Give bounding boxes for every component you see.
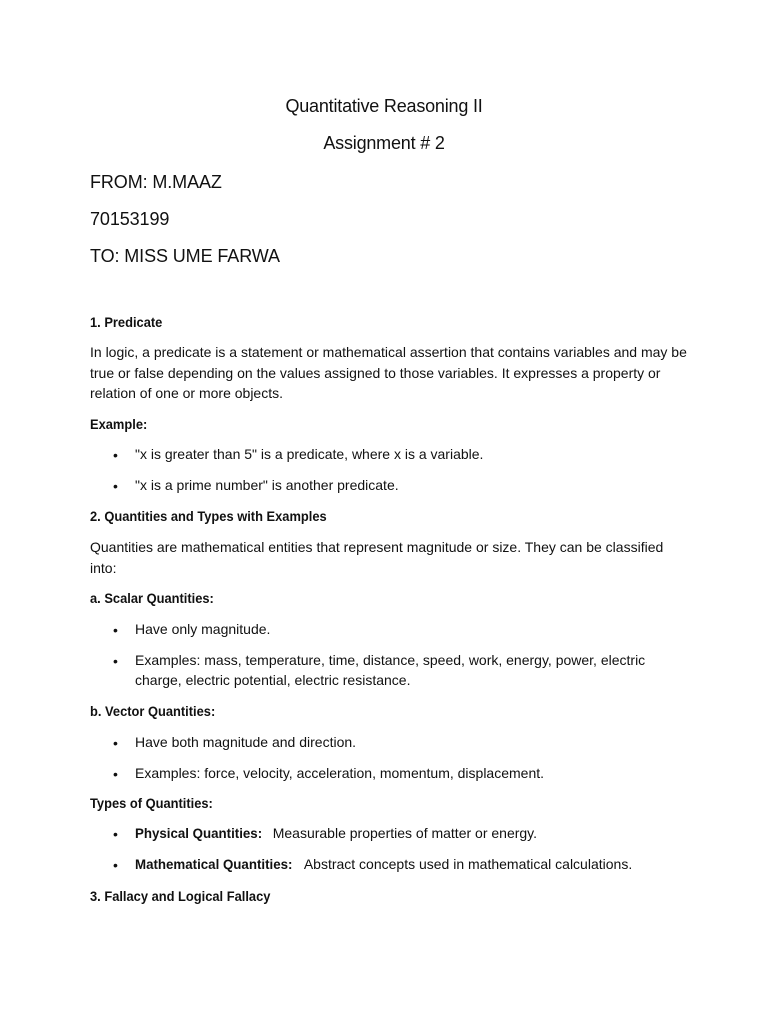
bullet-glyph: •: [113, 653, 118, 669]
list-item: Have only magnitude.: [135, 621, 271, 637]
from-line: FROM: M.MAAZ: [90, 172, 222, 192]
types-heading: Types of Quantities:: [90, 795, 213, 811]
section-heading-quantities: 2. Quantities and Types with Examples: [90, 508, 327, 524]
term-label: Physical Quantities:: [135, 825, 263, 841]
bullet-glyph: •: [113, 447, 118, 463]
quantities-paragraph: Quantities are mathematical entities that represent magnitude or size. They can be classified into:: [90, 539, 664, 576]
scalar-heading: a. Scalar Quantities:: [90, 590, 214, 606]
list-item: Examples: force, velocity, acceleration, momentum, displacement.: [135, 765, 545, 781]
list-item: Examples: mass, temperature, time, distance, speed, work, energy, power, electric charge, electric potential, electric resistance.: [135, 652, 646, 688]
to-line: TO: MISS UME FARWA: [90, 246, 280, 266]
list-item: [135, 854, 655, 874]
id-number: 70153199: [90, 209, 170, 229]
document-title: Quantitative Reasoning II: [285, 96, 483, 116]
list-item: "x is greater than 5" is a predicate, where x is a variable.: [135, 446, 484, 462]
bullet-glyph: •: [113, 622, 118, 638]
list-item: Have both magnitude and direction.: [135, 734, 357, 750]
bullet-glyph: •: [113, 826, 118, 842]
list-item: [135, 823, 655, 843]
predicate-paragraph: In logic, a predicate is a statement or mathematical assertion that contains variables and may be true or false depending on the values assigned to those variables. It expresses a property or relation of one or more objects.: [90, 344, 687, 401]
example-label: Example:: [90, 416, 148, 432]
term-label: Mathematical Quantities:: [135, 856, 293, 872]
bullet-glyph: •: [113, 478, 118, 494]
term-description: Abstract concepts used in mathematical calculations.: [300, 856, 633, 872]
term-description: Measurable properties of matter or energy.: [268, 825, 538, 841]
bullet-glyph: •: [113, 766, 118, 782]
document-subtitle: Assignment # 2: [323, 133, 445, 153]
bullet-glyph: •: [113, 735, 118, 751]
vector-heading: b. Vector Quantities:: [90, 703, 216, 719]
list-item: "x is a prime number" is another predicate.: [135, 477, 399, 493]
section-heading-fallacy: 3. Fallacy and Logical Fallacy: [90, 888, 271, 904]
bullet-glyph: •: [113, 857, 118, 873]
section-heading-predicate: 1. Predicate: [90, 314, 163, 330]
